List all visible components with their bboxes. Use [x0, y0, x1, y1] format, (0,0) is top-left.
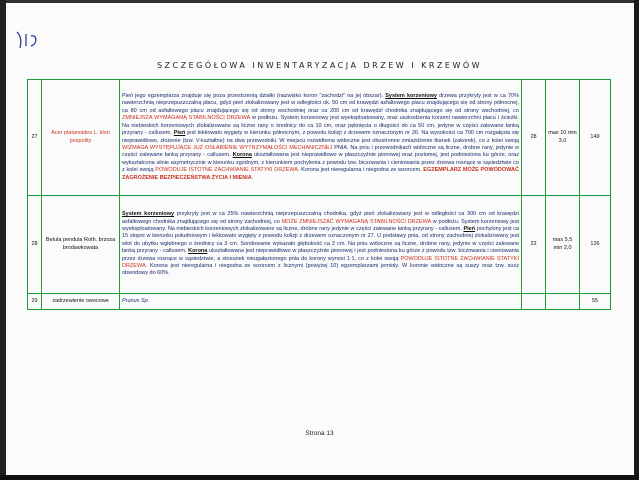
table-row — [28, 80, 611, 196]
description-segment: ukształtowana jest nieprawidłowo w płaszczyźnie pionowej oraz poziomej, jest podniesiona ku górze, oraz wykształcona silnie asymetrycznie w kierunku zgodnym, z kierunkiem pochylenia z powodu tzw. biczowania i cieniowania przez drzewa rosnące w sąsiedztwie co z kolei swoją — [122, 152, 519, 174]
description-segment: w podłożu. System korzeniowy jest wyeksploatowany. Na niebieskich korzeniowych zlokalizowane są liczne, drobne rany jedynie w części zalewane łanką przyrany - callusem. — [122, 218, 519, 232]
description-segment: pochylony jest ca 15 stopni w kierunku południowym i lekkowato wygięty z powodu kolizji z drzewem oznaczonym nr 27. U podstawy pnia, od strony zachodniej zlokalizowany jest wlot do ubytku wgłębnego o średnicy ca 3 cm. Sondowanie wykazało głębokość ca 2 cm. Na pniu widoczne są liczne, drobne rany, jedynie w części zalewane łanką przyrany - callusem. — [122, 225, 520, 255]
row-number: 28 — [28, 196, 42, 294]
tree-description — [120, 294, 522, 310]
inventory-table — [27, 79, 611, 310]
page-number: Strona 13 — [305, 430, 334, 437]
description-segment: Korona — [232, 152, 252, 159]
description-segment: System korzeniowy — [385, 92, 437, 99]
description-segment: System korzeniowy — [122, 211, 175, 218]
tree-id: 126 — [580, 196, 611, 294]
description-segment: . Korona jest nieregularna i niegodna ze wzorcem z licznymi (powyżej 10) egzemplarzami jemioły. W koronie widoczne są suszy oraz tzw. susz obwodowy do 60%. — [122, 263, 519, 277]
row-number: 29 — [28, 294, 42, 310]
row-number: 27 — [28, 80, 42, 196]
species-name: Betula pendula Roth. brzoza brodawkowata — [42, 196, 120, 294]
description-segment: POWODUJE ISTOTNE ZACHWIANIE STATYKI DRZEWA — [122, 255, 519, 270]
document-title: SZCZEGÓŁOWA INWENTARYZACJA DRZEW I KRZEWÓW — [156, 61, 483, 70]
description-segment: MOŻE ZMNIEJSZAĆ WYMAGANĄ STABILNOŚCI DRZEWA — [281, 218, 432, 225]
description-segment: ukształtowana jest nieprawidłowo w płaszczyźnie pionowej i jest podniesiona ku górze z powodu tzw. biczowania i cieniowania przez drzewa rosnące w sąsiedztwie, a stosunek nieugałęzionego pnia do korony wynosi 1:1, co z kolei swoją — [122, 248, 519, 262]
description-segment: Prunus Sp. — [122, 297, 150, 304]
description-segment: EGZEMPLARZ MOŻE POWODOWAĆ ZAGROŻENIE BEZPIECZEŃSTWA ŻYCIA I MIENIA — [122, 167, 519, 181]
scan-border-bottom — [0, 475, 639, 480]
description-segment: PNIA. Na pniu i przewodnikach widoczne są liczne, drobne rany, jedynie w części zalewane łanką przyrany - callusem. — [122, 144, 519, 159]
trunk-circumference — [522, 294, 546, 310]
description-segment: przykryty jest w ca 25% nawierzchnią nieprzepuszczalną chodnika, gdyż pień zlokalizowany jest w odległości ca 300 cm od krawędzi asfaltowego chodnika znajdującego się od strony zachodniej, co — [122, 211, 520, 225]
description-segment: Korona — [188, 248, 208, 255]
scan-border-right — [634, 0, 639, 480]
species-name: zadrzewienie owocowe — [42, 294, 120, 310]
trunk-circumference: 22 — [522, 196, 546, 294]
table-row — [28, 196, 611, 294]
tree-id: 55 — [580, 294, 611, 310]
trunk-circumference: 28 — [522, 80, 546, 196]
handwritten-mark-icon — [14, 30, 40, 52]
description-segment: drzewa przykryty jest w ca 70% nawierzchnią nieprzepuszczalną płacu, gdyż pień zlokalizowany jest w odległości ok. 50 cm od krawędzi asfaltowego placu znajdującego się od strony północnej, ca 80 cm od asfaltowego placu znajdującego się od strony wschodniej oraz ca 200 cm od krawędzi chodnika znajdującego się od strony wschodniej, co — [122, 92, 519, 114]
description-segment: . — [251, 174, 254, 181]
description-segment: Pień jego egzemplarza znajduje się poza przestrzenią działki (nazwisko koron "zachodzi" na jej obszar). — [122, 92, 386, 99]
scan-border-top — [0, 0, 639, 3]
tree-description — [120, 80, 522, 196]
description-segment: ZMNIEJSZA WYMAGANĄ STABILNOŚCI DRZEWA — [122, 115, 251, 122]
tree-height — [546, 294, 580, 310]
scan-border-left — [0, 0, 6, 480]
description-segment: jest lekkowato wygięty w kierunku północnym, z powodu kolizji z drzewem oznaczonym nr 26. Na wysokości ca 700 cm rozgałęzia się nieprawidłowo, złożenie (tzw. V-kształtne) na dwa przewodniki. W miejscu rozwidlenia widoczne jest obustronne zmiażdżenie tkanek (zakorek), co z kolei swoją — [122, 130, 519, 144]
tree-id: 149 — [580, 80, 611, 196]
species-name: Acer platanoides L. klon pospolity — [42, 80, 120, 196]
tree-height: max 10 min 3,0 — [546, 80, 580, 196]
description-segment: POWODUJE ISTOTNE ZACHWIANIE STATYKI DRZEWA — [155, 167, 298, 174]
description-segment: . Korona jest nieregularna i niegodna ze wzorcem. — [297, 167, 424, 174]
description-segment: WIZMAGA WYSTĘPUJĄCE JUŻ OSŁABIENIE WYTRZYMAŁOŚCI MECHANICZNEJ — [122, 144, 333, 151]
description-segment: w podłożu. System korzeniowy jest wyeksploatowany, oraz uszkodzenia korzeni nawierzchni placu i ścieżki. Na niebieskich korzeniowych zlokalizowane są liczne rany o średnicy do ca 10 cm, oraz pęknięcia o długości do ca 50 cm, jedyne w części zalewane łanką przyrany - callusem. — [122, 115, 519, 137]
description-segment: Pień — [173, 130, 186, 137]
tree-description — [120, 196, 522, 294]
tree-height: max 5,5 min 2,0 — [546, 196, 580, 294]
table-row — [28, 294, 611, 310]
description-segment: Pień — [463, 225, 476, 232]
